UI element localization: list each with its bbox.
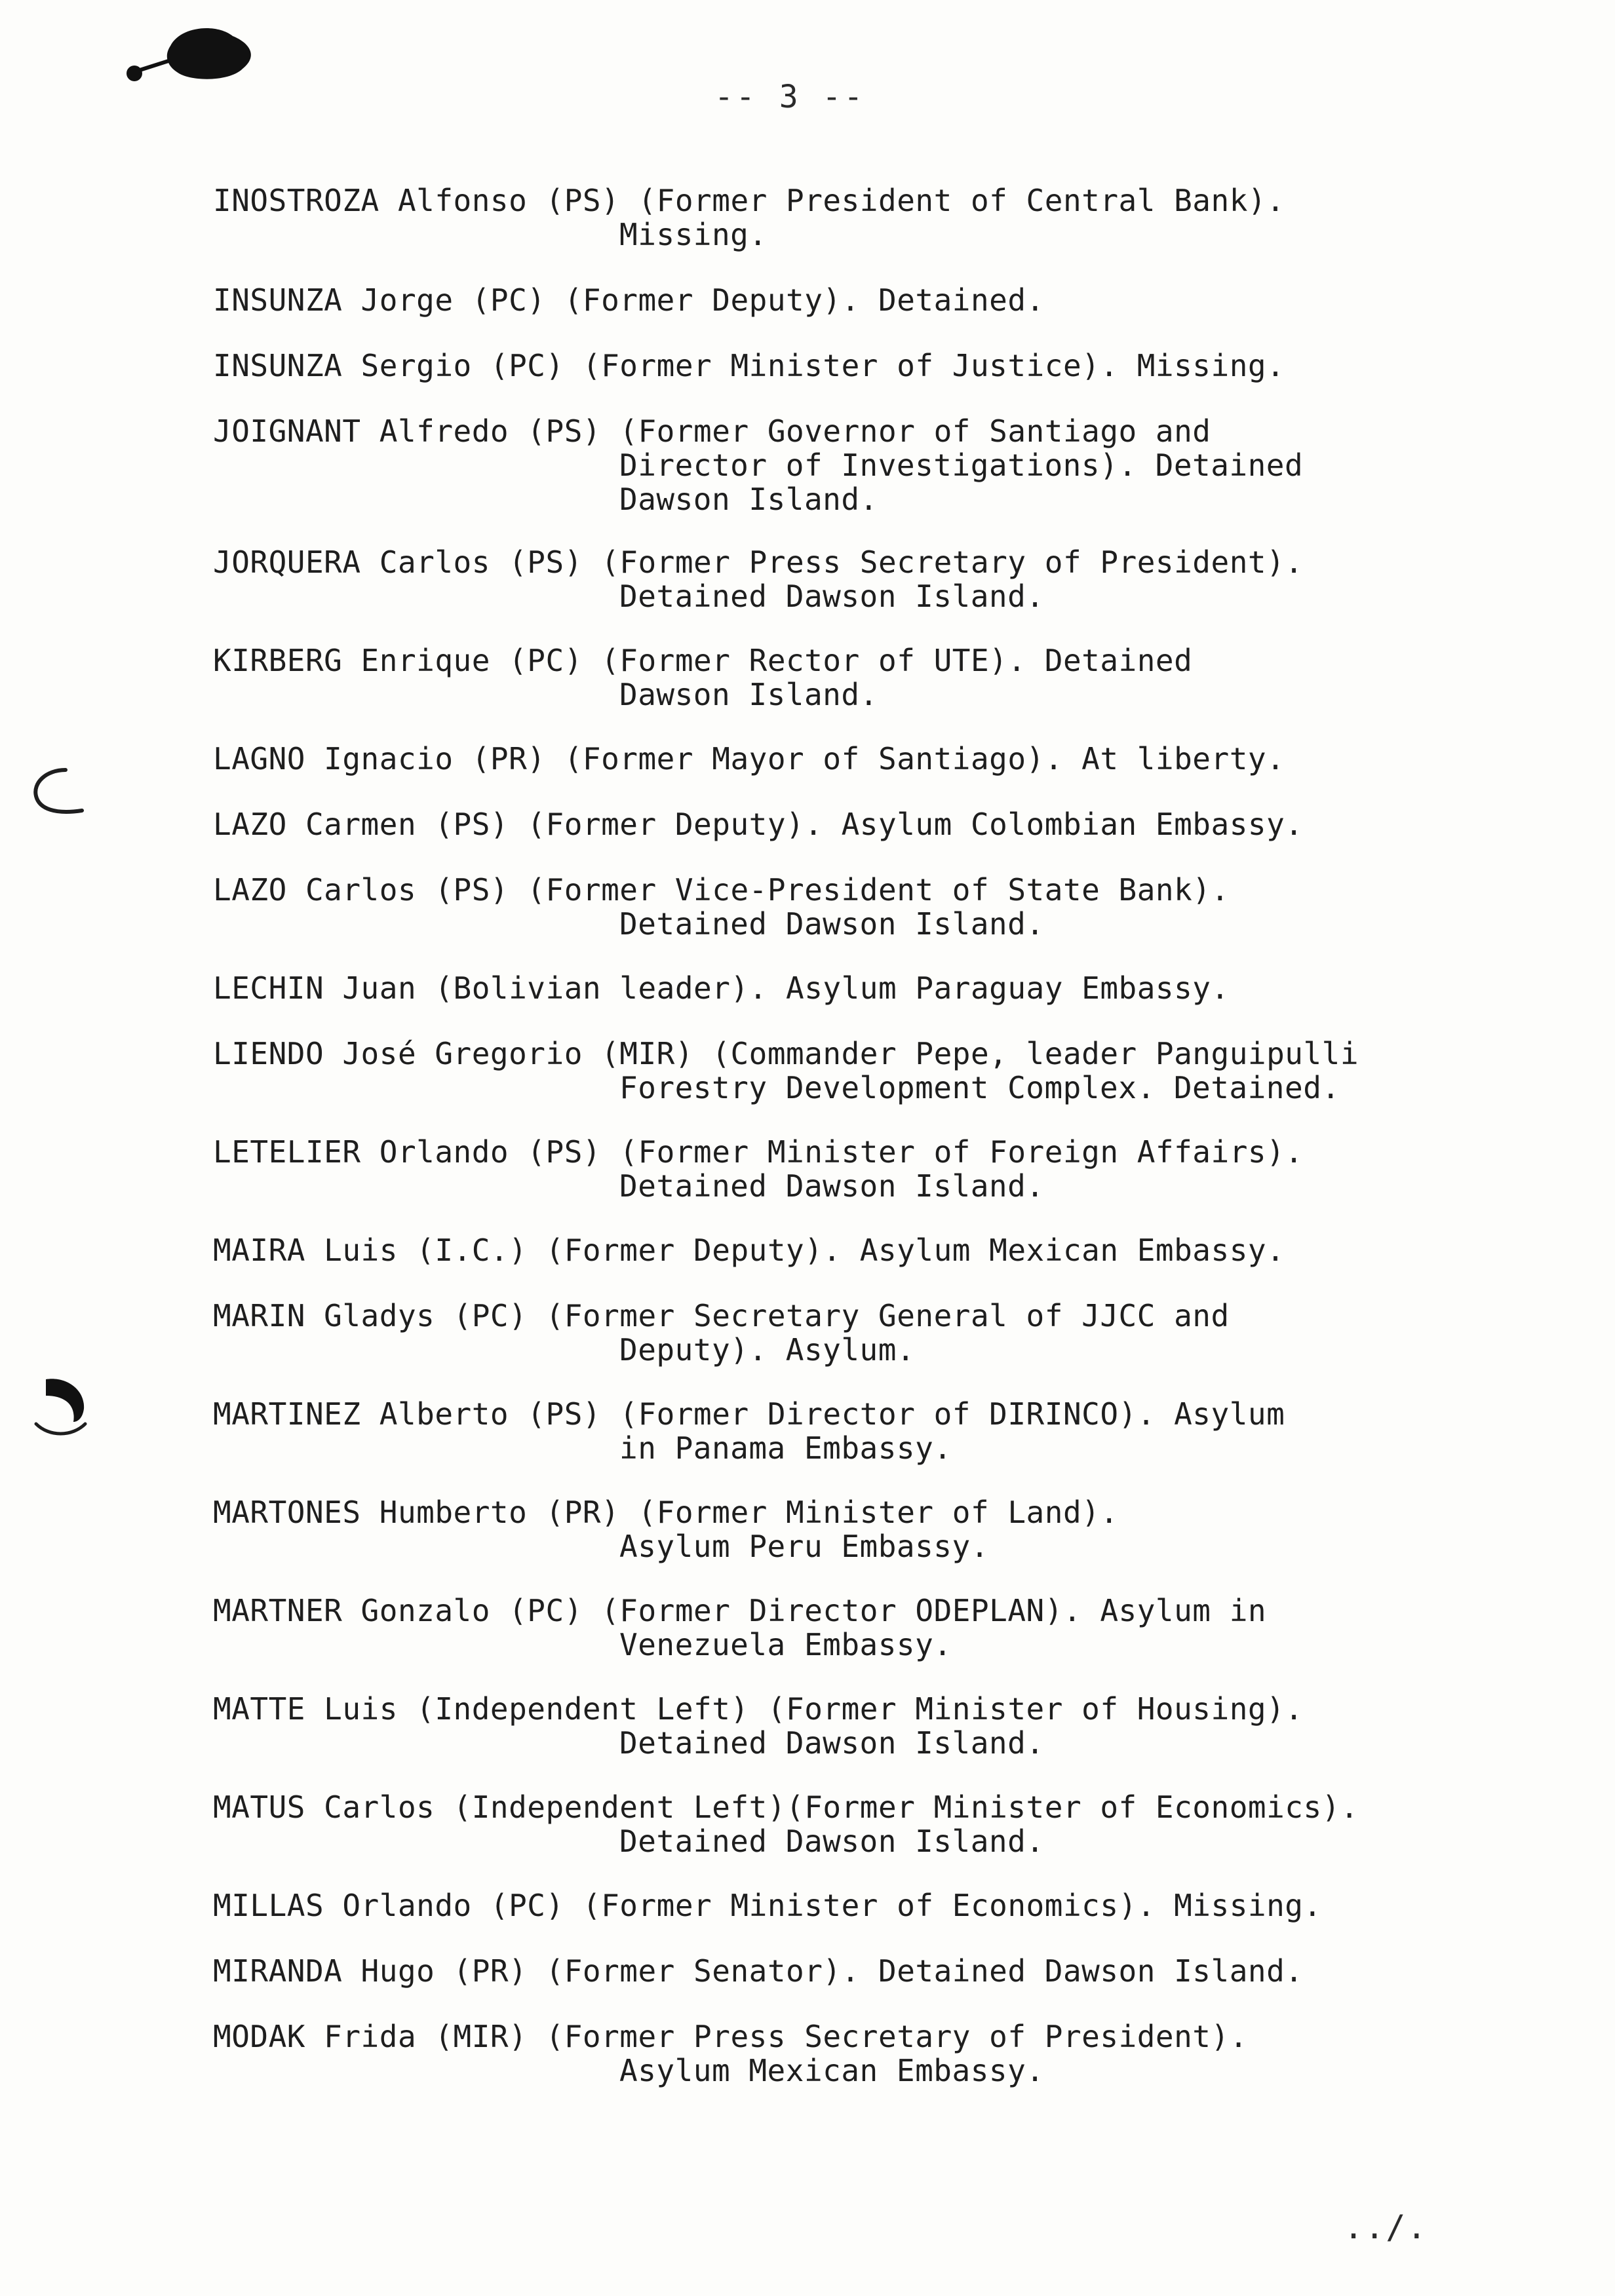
entry-insunza-jorge (213, 283, 1458, 317)
entry-line: Dawson Island. (619, 677, 878, 712)
entry-line: INSUNZA Sergio (PC) (Former Minister of Justice). Missing. (213, 348, 1285, 383)
entry-lechin (213, 971, 1458, 1005)
punch-hole-top (20, 757, 92, 829)
entry-line: KIRBERG Enrique (PC) (Former Rector of UTE). Detained (213, 643, 1193, 678)
entry-line: MARTNER Gonzalo (PC) (Former Director ODEPLAN). Asylum in (213, 1593, 1267, 1628)
entry-line: MARTONES Humberto (PR) (Former Minister of Land). (213, 1495, 1119, 1530)
entry-line: Detained Dawson Island. (619, 906, 1045, 942)
entry-line: INSUNZA Jorge (PC) (Former Deputy). Detained. (213, 282, 1045, 318)
entry-line: Detained Dawson Island. (619, 1824, 1045, 1859)
entry-line: Director of Investigations). Detained (619, 448, 1304, 483)
entry-line: LAZO Carlos (PS) (Former Vice-President of State Bank). (213, 872, 1230, 908)
entry-line: MILLAS Orlando (PC) (Former Minister of Economics). Missing. (213, 1888, 1322, 1923)
entry-modak (213, 2019, 1458, 2088)
entry-jorquera (213, 545, 1458, 613)
entry-line: INOSTROZA Alfonso (PS) (Former President of Central Bank). (213, 183, 1285, 218)
entry-line: MATTE Luis (Independent Left) (Former Minister of Housing). (213, 1691, 1304, 1727)
entry-line: Forestry Development Complex. Detained. (619, 1070, 1340, 1105)
entry-line: LETELIER Orlando (PS) (Former Minister of Foreign Affairs). (213, 1134, 1304, 1170)
entry-line: Deputy). Asylum. (619, 1332, 916, 1368)
entry-line: JOIGNANT Alfredo (PS) (Former Governor of Santiago and (213, 413, 1211, 449)
entry-liendo (213, 1037, 1458, 1105)
entry-line: LAZO Carmen (PS) (Former Deputy). Asylum Colombian Embassy. (213, 807, 1304, 842)
entry-line: Detained Dawson Island. (619, 1168, 1045, 1204)
continuation-mark: ../. (1344, 2208, 1428, 2246)
entry-joignant (213, 414, 1458, 516)
page-number: -- 3 -- (714, 79, 866, 115)
entry-inostroza (213, 183, 1458, 252)
entry-line: LAGNO Ignacio (PR) (Former Mayor of Santiago). At liberty. (213, 741, 1285, 776)
entry-line: Missing. (619, 217, 768, 252)
entry-martner (213, 1594, 1458, 1662)
entry-lazo-carlos (213, 873, 1458, 941)
entry-miranda (213, 1954, 1458, 1988)
entry-kirberg (213, 643, 1458, 712)
entry-line: Detained Dawson Island. (619, 579, 1045, 614)
entry-line: MARTINEZ Alberto (PS) (Former Director of DIRINCO). Asylum (213, 1396, 1285, 1432)
entry-line: Venezuela Embassy. (619, 1627, 952, 1662)
entry-line: in Panama Embassy. (619, 1430, 952, 1466)
entry-matte (213, 1692, 1458, 1760)
entry-lazo-carmen (213, 807, 1458, 841)
entry-line: MATUS Carlos (Independent Left)(Former Minister of Economics). (213, 1789, 1359, 1825)
entry-line: MIRANDA Hugo (PR) (Former Senator). Detained Dawson Island. (213, 1953, 1304, 1989)
entry-line: LIENDO José Gregorio (MIR) (Commander Pepe, leader Panguipulli (213, 1036, 1359, 1071)
entry-line: Detained Dawson Island. (619, 1725, 1045, 1761)
entry-marin (213, 1299, 1458, 1367)
entry-martinez (213, 1397, 1458, 1465)
entry-insunza-sergio (213, 349, 1458, 383)
entry-martones (213, 1495, 1458, 1563)
entry-line: MARIN Gladys (PC) (Former Secretary General of JJCC and (213, 1298, 1230, 1333)
punch-hole-bottom (20, 1366, 105, 1451)
entry-line: Asylum Peru Embassy. (619, 1529, 989, 1564)
ink-blot-mark (118, 20, 269, 92)
entry-letelier (213, 1135, 1458, 1203)
entry-lagno (213, 742, 1458, 776)
entry-line: LECHIN Juan (Bolivian leader). Asylum Paraguay Embassy. (213, 970, 1230, 1006)
entry-matus (213, 1790, 1458, 1858)
entry-millas (213, 1888, 1458, 1923)
entry-line: MAIRA Luis (I.C.) (Former Deputy). Asylum Mexican Embassy. (213, 1233, 1285, 1268)
entry-line: MODAK Frida (MIR) (Former Press Secretary of President). (213, 2019, 1248, 2054)
entry-line: Asylum Mexican Embassy. (619, 2053, 1045, 2088)
entry-line: JORQUERA Carlos (PS) (Former Press Secretary of President). (213, 545, 1304, 580)
entry-maira (213, 1233, 1458, 1267)
entry-line: Dawson Island. (619, 482, 878, 517)
